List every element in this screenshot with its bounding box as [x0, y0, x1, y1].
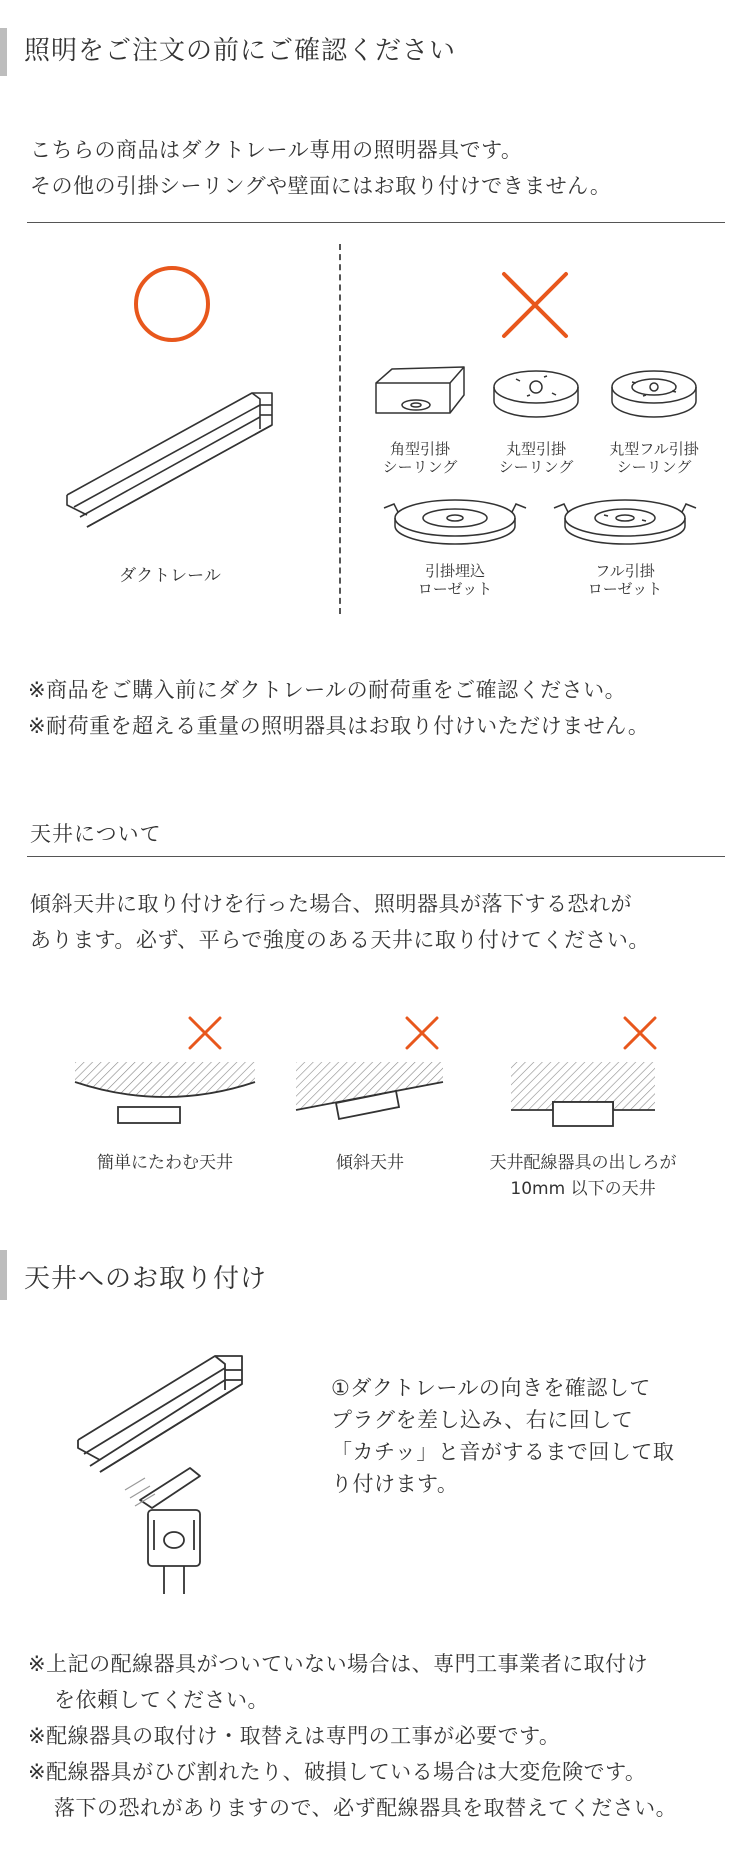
ng-label-round-full: 丸型フル引掛 シーリング [609, 440, 699, 476]
case-label-sagging: 簡単にたわむ天井 [97, 1153, 233, 1173]
case-label-sloped: 傾斜天井 [336, 1153, 404, 1173]
note-line: ※耐荷重を超える重量の照明器具はお取り付けいただけません。 [28, 714, 650, 738]
duct-rail-label: ダクトレール [119, 566, 221, 586]
note-line: ※上記の配線器具がついていない場合は、専門工事業者に取付け [28, 1652, 649, 1676]
note-line: を依頼してください。 [54, 1688, 269, 1712]
intro-line-1: こちらの商品はダクトレール専用の照明器具です。 [30, 138, 523, 162]
installation-title: 天井へのお取り付け [24, 1264, 268, 1294]
section-marker [0, 28, 7, 76]
note-line: ※配線器具がひび割れたり、破損している場合は大変危険です。 [28, 1760, 647, 1784]
note-line: ※商品をご購入前にダクトレールの耐荷重をご確認ください。 [28, 678, 627, 702]
ng-label-embedded-rosette: 引掛埋込 ローゼット [417, 562, 493, 598]
divider [27, 856, 725, 857]
ng-label-round: 丸型引掛 シーリング [498, 440, 574, 476]
page-title: 照明をご注文の前にご確認ください [24, 36, 457, 66]
ceiling-text: 傾斜天井に取り付けを行った場合、照明器具が落下する恐れが あります。必ず、平らで強度のある天井に取り付けてください。 [30, 892, 650, 952]
full-rosette-icon [550, 490, 700, 556]
note-line: 落下の恐れがありますので、必ず配線器具を取替えてください。 [54, 1796, 678, 1820]
wiring-notes [28, 1646, 677, 1826]
ceiling-cases-illustration [0, 1010, 750, 1160]
installation-step: ①ダクトレールの向きを確認して プラグを差し込み、右に回して 「カチッ」と音がするまで回して取 り付けます。 [331, 1376, 675, 1496]
intro-line-2: その他の引掛シーリングや壁面にはお取り付けできません。 [30, 174, 612, 198]
duct-rail-illustration [62, 385, 282, 535]
ng-label-square: 角型引掛 シーリング [382, 440, 458, 476]
ok-circle-icon [132, 264, 212, 344]
note-line: ※配線器具の取付け・取替えは専門の工事が必要です。 [28, 1724, 561, 1748]
column-divider [339, 244, 341, 614]
plug-installation-illustration [70, 1350, 270, 1600]
section-marker [0, 1250, 7, 1300]
ceiling-heading: 天井について [30, 822, 162, 846]
case-label-clearance: 天井配線器具の出しろが 10mm 以下の天井 [489, 1153, 677, 1199]
round-full-ceiling-icon [608, 365, 700, 431]
ng-cross-icon [500, 270, 570, 340]
load-notes [28, 672, 649, 744]
round-ceiling-icon [490, 365, 582, 431]
embedded-rosette-icon [380, 490, 530, 556]
square-ceiling-icon [372, 365, 468, 431]
divider [27, 222, 725, 223]
intro-text [30, 132, 611, 204]
ng-label-full-rosette: フル引掛 ローゼット [587, 562, 663, 598]
